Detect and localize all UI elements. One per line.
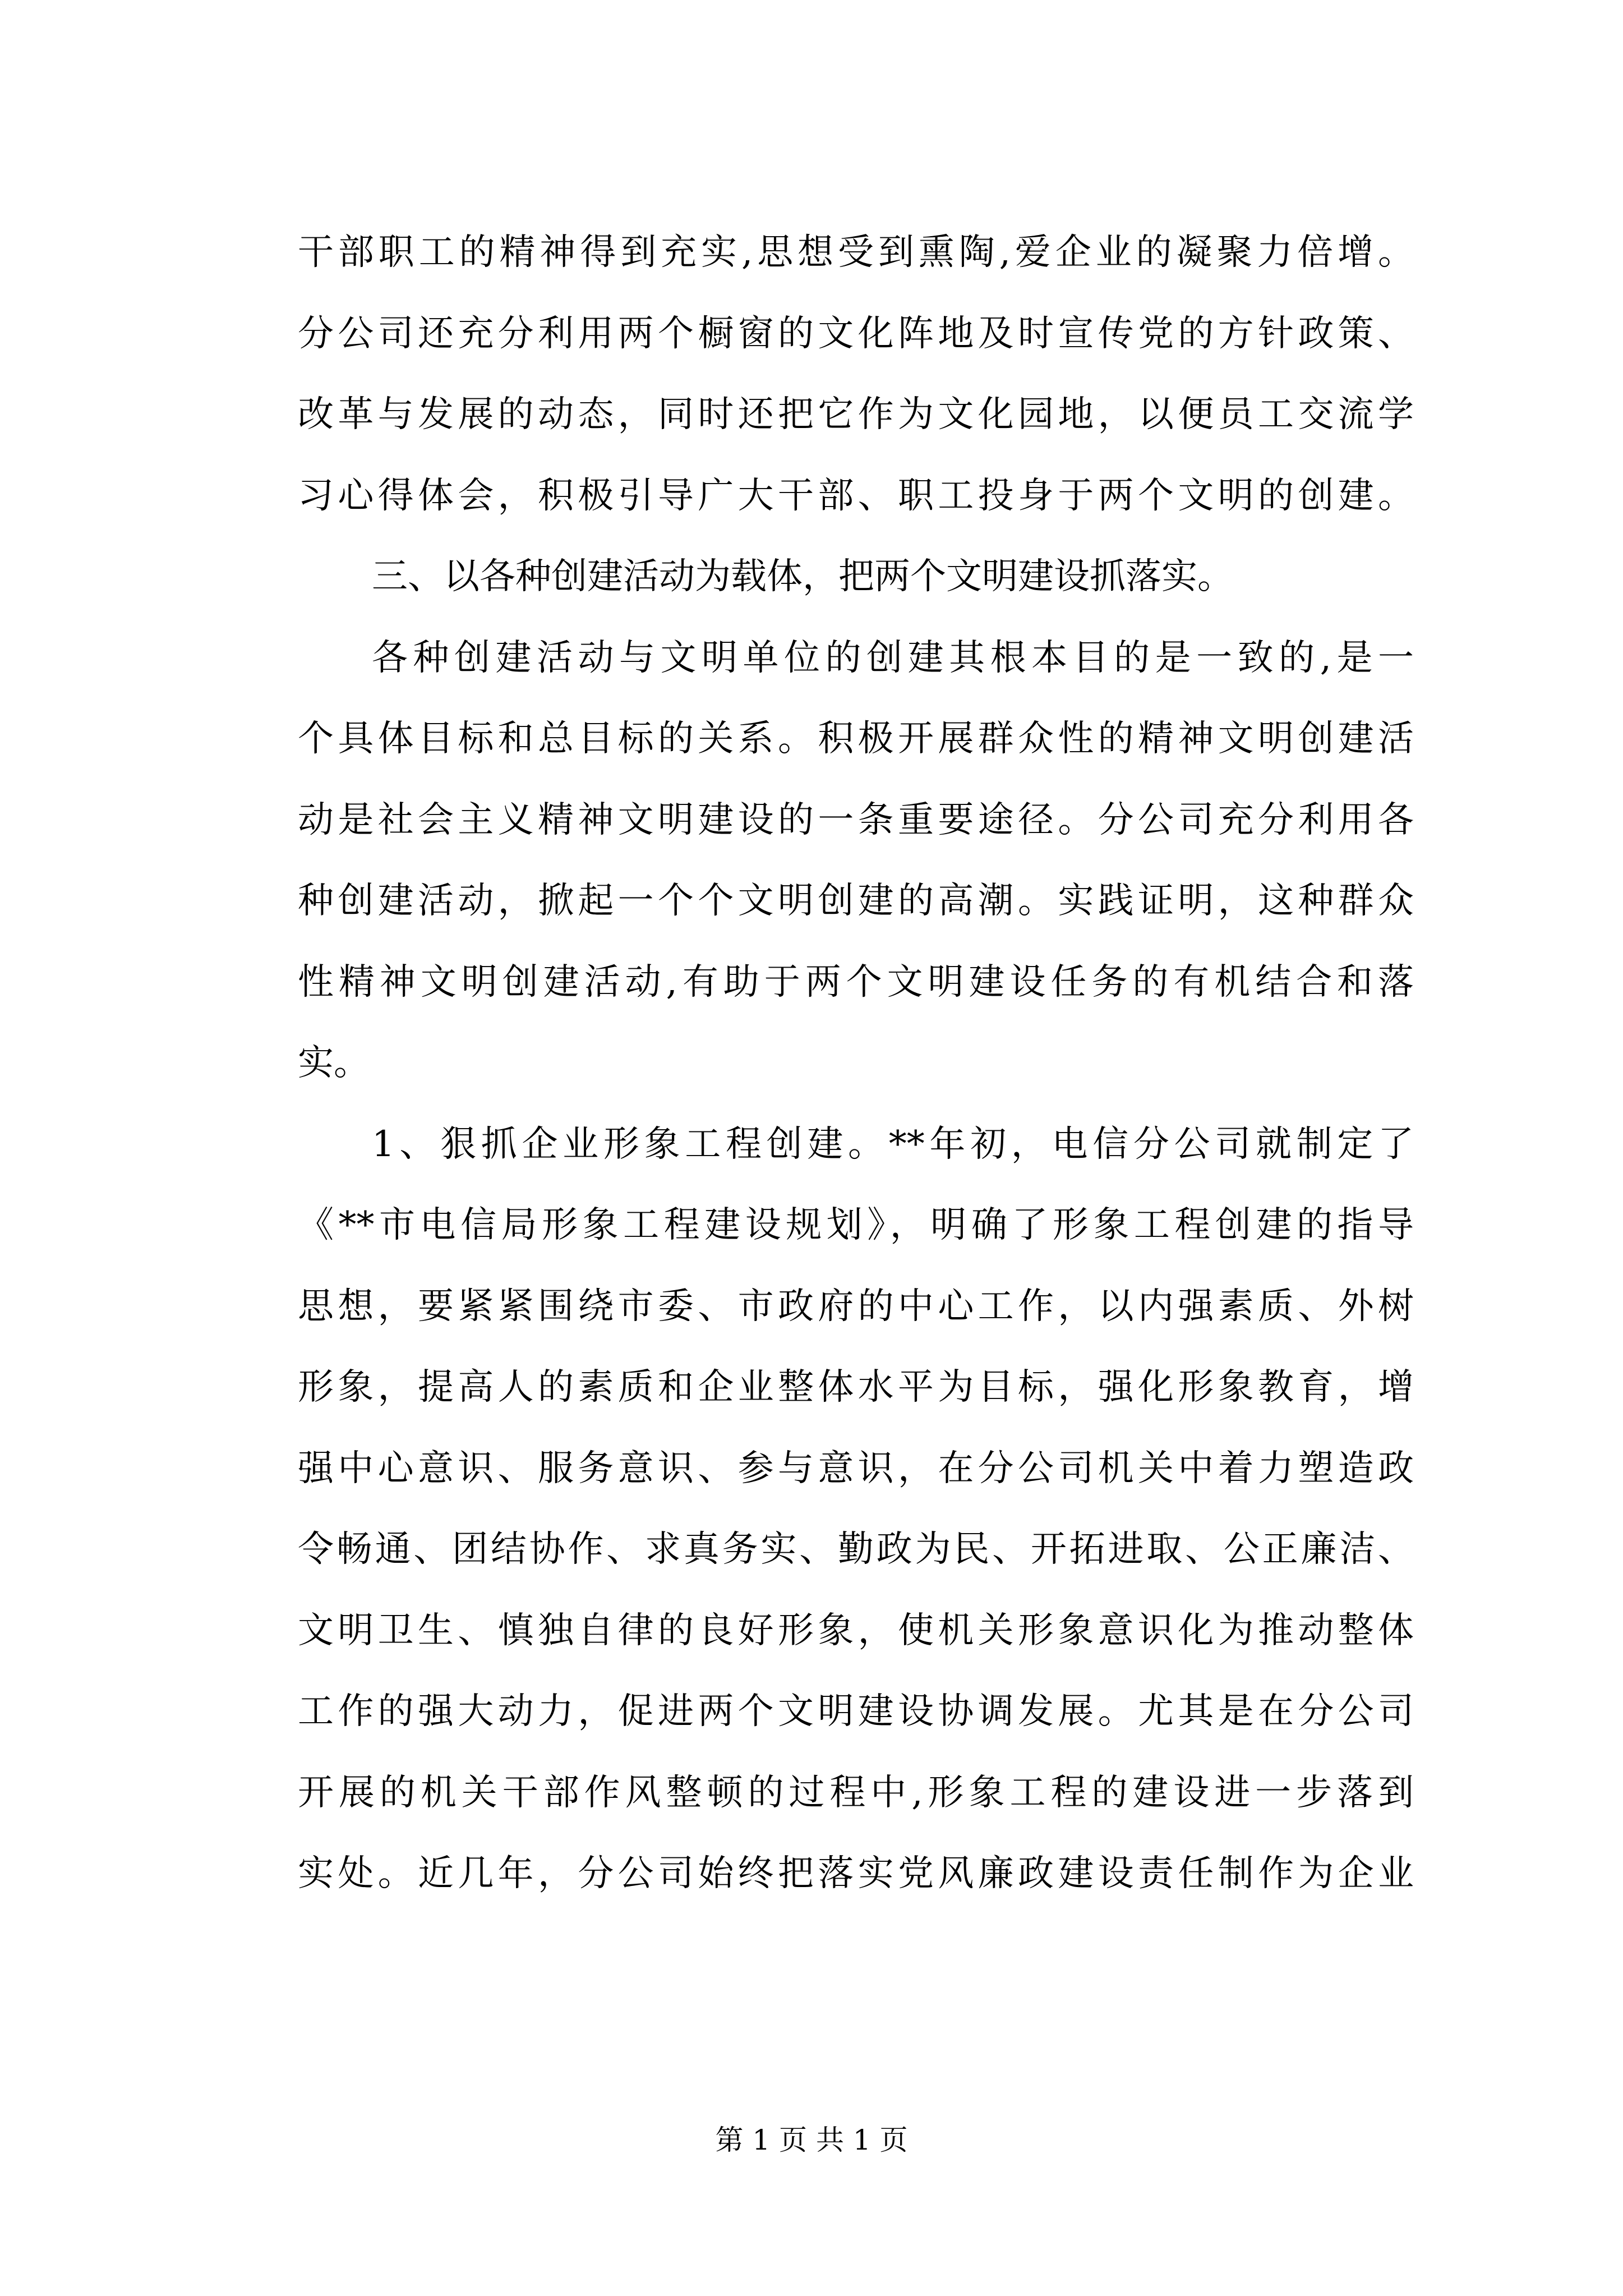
text-line: 习心得体会，积极引导广大干部、职工投身于两个文明的创建。 [298,475,1414,517]
text-line: 形象，提高人的素质和企业整体水平为目标，强化形象教育，增 [298,1366,1414,1408]
text-line: 性精神文明创建活动,有助于两个文明建设任务的有机结合和落 [298,961,1414,1003]
text-line: 《**市电信局形象工程建设规划》，明确了形象工程创建的指导 [298,1204,1414,1246]
text-line: 各种创建活动与文明单位的创建其根本目的是一致的,是一 [372,637,1414,679]
text-line: 强中心意识、服务意识、参与意识，在分公司机关中着力塑造政 [298,1447,1414,1489]
text-line: 实。 [298,1042,370,1084]
text-line: 改革与发展的动态，同时还把它作为文化园地，以便员工交流学 [298,394,1414,435]
text-line: 分公司还充分利用两个橱窗的文化阵地及时宣传党的方针政策、 [298,312,1414,355]
text-line: 开展的机关干部作风整顿的过程中,形象工程的建设进一步落到 [298,1772,1414,1814]
text-line: 令畅通、团结协作、求真务实、勤政为民、开拓进取、公正廉洁、 [298,1529,1414,1570]
text-line: 个具体目标和总目标的关系。积极开展群众性的精神文明创建活 [298,718,1414,760]
text-line: 1、狠抓企业形象工程创建。**年初，电信分公司就制定了 [372,1123,1414,1165]
text-line: 工作的强大动力，促进两个文明建设协调发展。尤其是在分公司 [298,1691,1414,1732]
text-line: 动是社会主义精神文明建设的一条重要途径。分公司充分利用各 [298,799,1414,841]
page-footer [0,2120,1623,2160]
page-number-label: 第 1 页 共 1 页 [715,2124,908,2156]
text-line: 种创建活动，掀起一个个文明创建的高潮。实践证明，这种群众 [298,880,1414,922]
section-heading: 三、以各种创建活动为载体，把两个文明建设抓落实。 [372,556,1233,597]
body-text [298,212,1414,1915]
text-line: 思想，要紧紧围绕市委、市政府的中心工作，以内强素质、外树 [298,1285,1414,1327]
text-line: 实处。近几年，分公司始终把落实党风廉政建设责任制作为企业 [298,1853,1414,1894]
text-line: 文明卫生、慎独自律的良好形象，使机关形象意识化为推动整体 [298,1609,1414,1651]
text-line: 干部职工的精神得到充实,思想受到熏陶,爱企业的凝聚力倍增。 [298,232,1414,273]
